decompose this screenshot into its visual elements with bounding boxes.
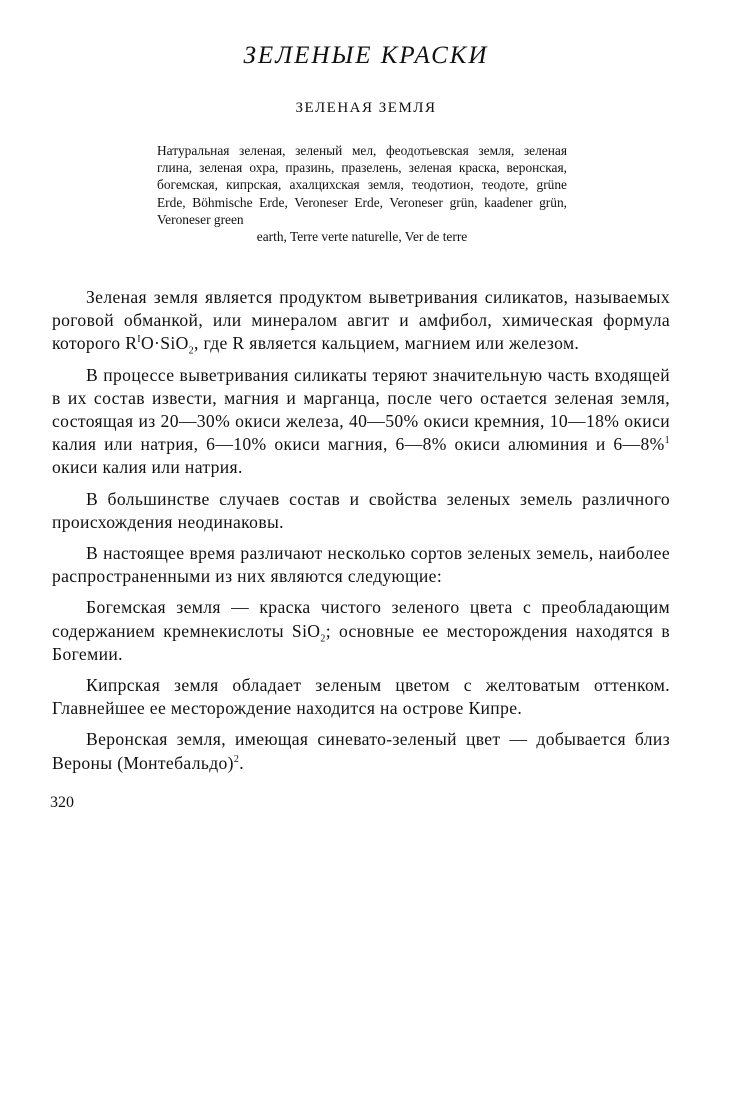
footnote-ref-1: 1 xyxy=(664,435,670,447)
section-title: ЗЕЛЕНАЯ ЗЕМЛЯ xyxy=(295,100,437,116)
paragraph-6: Кипрская земля обладает зеленым цветом с желтоватым оттенком. Главнейшее ее месторождение находится на острове Кипре. xyxy=(52,675,670,719)
footnote-ref-2: 2 xyxy=(233,753,240,765)
chapter-title: ЗЕЛЕНЫЕ КРАСКИ xyxy=(243,42,489,69)
paragraph-2-end: окиси калия или натрия. xyxy=(52,457,243,478)
synonyms-block xyxy=(157,142,567,245)
paragraph-1-text-b: O·SiO xyxy=(140,333,189,354)
paragraph-2 xyxy=(52,364,670,480)
paragraph-5 xyxy=(52,596,670,666)
page-number: 320 xyxy=(50,794,74,811)
paragraph-1 xyxy=(52,286,670,356)
paragraph-7 xyxy=(52,728,670,774)
paragraph-7-text-b: . xyxy=(239,752,244,773)
paragraph-1-text-a: Зеленая земля является продуктом выветривания силикатов, называемых роговой обманкой, или минералом авгит и амфибол, химическая формула которого R xyxy=(52,287,670,354)
paragraph-5-subscript: 2 xyxy=(320,633,326,645)
paragraph-4: В настоящее время различают несколько сортов зеленых земель, наиболее распространенными из них являются следующие: xyxy=(52,543,670,587)
paragraph-5-text-b: ; основные ее месторождения находятся в Богемии. xyxy=(52,620,670,664)
paragraph-5-text-a: Богемская земля — краска чистого зеленого цвета с преобладающим содержанием кремнекислоты SiO xyxy=(52,597,670,641)
paragraph-1-text-c: , где R является кальцием, магнием или железом. xyxy=(194,333,580,354)
paragraph-3: В большинстве случаев состав и свойства зеленых земель различного происхождения неодинаковы. xyxy=(52,488,670,532)
paragraph-7-text-a: Веронская земля, имеющая синевато-зеленый цвет — добывается близ Вероны (Монтебальдо) xyxy=(52,729,670,773)
paragraph-2-text: В процессе выветривания силикаты теряют значительную часть входящей в их состав извести, магния и марганца, после чего остается зеленая земля, состоящая из 20—30% окиси железа, 40—50% окиси кремния, 10—18% окиси калия или натрия, 6—10% окиси магния, 6—8% окиси алюминия и 6—8% xyxy=(52,364,670,455)
synonyms-last-line: earth, Terre verte naturelle, Ver de terre xyxy=(256,229,468,245)
paragraph-1-superscript: I xyxy=(137,334,141,346)
paragraph-1-subscript: 2 xyxy=(188,345,195,357)
body-text xyxy=(52,286,670,783)
synonyms-text: Натуральная зеленая, зеленый мел, феодотьевская земля, зеленая глина, зеленая охра, празинь, празелень, зеленая краска, веронская, богемская, кипрская, ахалцихская земля, теодотион, теодоте, grüne Erde, Böhmische Erde, Veroneser Erde, Veroneser grün, kaadener grün, Veroneser green xyxy=(157,143,567,227)
